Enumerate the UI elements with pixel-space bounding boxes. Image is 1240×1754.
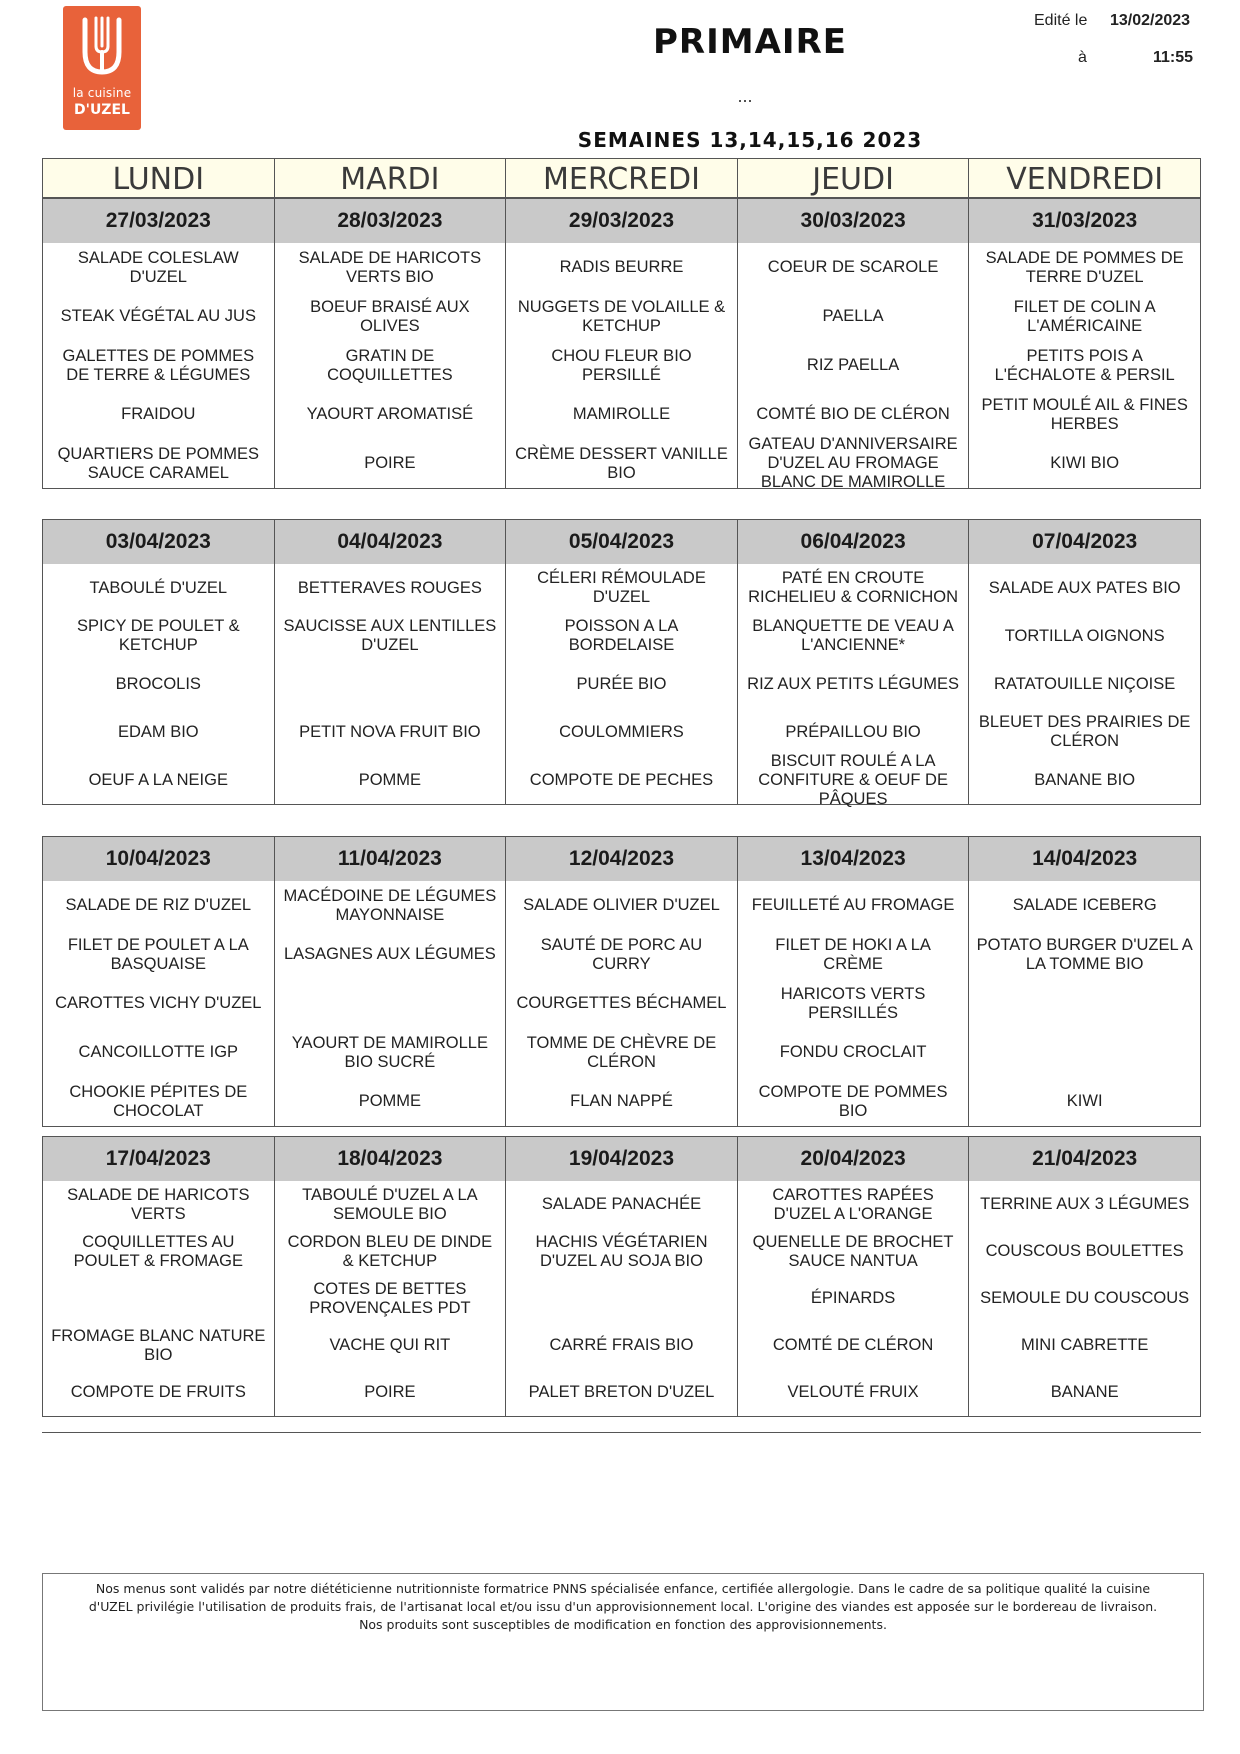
menu-item: POMME <box>358 770 422 789</box>
menu-item: BISCUIT ROULÉ A LA CONFITURE & OEUF DE PÂQUES <box>758 751 948 808</box>
day-menu-column <box>969 564 1200 804</box>
day-menu-column <box>506 564 738 804</box>
date-row <box>43 1137 1200 1181</box>
menu-item: SALADE COLESLAW D'UZEL <box>77 248 239 286</box>
footer-line: Nos menus sont validés par notre diététicienne nutritionniste formatrice PNNS spécialisée enfance, certifiée allergologie. Dans le cadre de sa politique qualité la cuisine <box>95 1581 1151 1596</box>
week-block <box>42 836 1201 1127</box>
menu-item: COURGETTES BÉCHAMEL <box>516 994 727 1012</box>
date-cell: 11/04/2023 <box>275 837 507 881</box>
menu-item: HARICOTS VERTS PERSILLÉS <box>780 984 926 1022</box>
date-cell: 13/04/2023 <box>738 837 970 881</box>
day-menu-column <box>43 243 275 488</box>
menu-item: TOMME DE CHÈVRE DE CLÉRON <box>526 1033 717 1071</box>
menu-item: FLAN NAPPÉ <box>570 1092 673 1110</box>
menu-item: TABOULÉ D'UZEL A LA SEMOULE BIO <box>302 1185 478 1223</box>
date-cell: 31/03/2023 <box>1032 209 1138 232</box>
date-cell: 06/04/2023 <box>738 520 970 564</box>
menu-columns <box>43 564 1200 808</box>
day-header-wednesday: MERCREDI <box>506 159 738 197</box>
day-menu-column <box>969 243 1200 488</box>
menu-item: SALADE PANACHÉE <box>541 1195 702 1213</box>
menu-item: POIRE <box>364 1383 416 1401</box>
menu-item: POIRE <box>364 454 416 472</box>
week-block <box>42 198 1201 489</box>
menu-item: ÉPINARDS <box>810 1289 896 1307</box>
menu-item: CORDON BLEU DE DINDE & KETCHUP <box>287 1232 493 1270</box>
menu-item: FEUILLETÉ AU FROMAGE <box>751 896 955 914</box>
menu-item: RATATOUILLE NIÇOISE <box>994 674 1176 693</box>
menu-item: QUARTIERS DE POMMES SAUCE CARAMEL <box>57 444 259 482</box>
menu-item: COMPOTE DE POMMES BIO <box>758 1082 948 1120</box>
menu-item: BROCOLIS <box>115 674 201 693</box>
page-title: PRIMAIRE <box>653 22 847 62</box>
date-cell: 04/04/2023 <box>275 520 507 564</box>
date-cell: 28/03/2023 <box>275 199 507 243</box>
day-menu-column <box>506 243 738 488</box>
menu-item: VELOUTÉ FRUIX <box>787 1383 919 1401</box>
date-cell: 14/04/2023 <box>1032 847 1138 870</box>
day-menu-column <box>275 243 507 488</box>
day-menu-column <box>506 1181 738 1416</box>
edited-label: Edité le <box>1034 12 1088 29</box>
menu-item: BETTERAVES ROUGES <box>297 578 482 597</box>
day-menu-column <box>275 1181 507 1416</box>
menu-item: FILET DE POULET A LA BASQUAISE <box>67 935 249 973</box>
menu-item: FONDU CROCLAIT <box>779 1043 927 1061</box>
menu-item: GALETTES DE POMMES DE TERRE & LÉGUMES <box>62 346 255 384</box>
footer-line: Nos produits sont susceptibles de modification en fonction des approvisionnements. <box>359 1617 887 1632</box>
menu-item <box>275 979 506 1028</box>
edited-time: 11:55 <box>1153 49 1194 66</box>
menu-item: CAROTTES VICHY D'UZEL <box>55 994 262 1012</box>
date-cell: 03/04/2023 <box>43 520 275 564</box>
menu-item: COQUILLETTES AU POULET & FROMAGE <box>73 1232 243 1270</box>
menu-item: COULOMMIERS <box>559 722 684 741</box>
menu-item: NUGGETS DE VOLAILLE & KETCHUP <box>517 297 726 335</box>
day-menu-column <box>43 881 275 1126</box>
date-row <box>43 837 1200 881</box>
menu-item: KIWI BIO <box>1050 454 1120 472</box>
date-cell: 12/04/2023 <box>506 837 738 881</box>
date-cell: 18/04/2023 <box>275 1137 507 1181</box>
menu-item: CHOOKIE PÉPITES DE CHOCOLAT <box>69 1082 248 1120</box>
menu-item: COMTÉ DE CLÉRON <box>772 1336 934 1354</box>
subtitle-dots: ... <box>737 86 753 106</box>
menu-item <box>969 1028 1200 1077</box>
table-bottom-rule <box>42 1432 1201 1433</box>
menu-item: FROMAGE BLANC NATURE BIO <box>51 1326 266 1364</box>
cuisine-duzel-logo <box>63 6 141 130</box>
menu-item: YAOURT AROMATISÉ <box>306 405 474 423</box>
day-menu-column <box>738 564 970 808</box>
menu-item: RIZ PAELLA <box>806 356 900 374</box>
menu-item: QUENELLE DE BROCHET SAUCE NANTUA <box>752 1232 954 1270</box>
day-menu-column <box>275 881 507 1126</box>
menu-item: POISSON A LA BORDELAISE <box>564 617 679 654</box>
menu-item: BANANE <box>1050 1383 1119 1401</box>
menu-item: COMTÉ BIO DE CLÉRON <box>756 405 950 423</box>
menu-item: CANCOILLOTTE IGP <box>78 1043 239 1061</box>
menu-item: COTES DE BETTES PROVENÇALES PDT <box>309 1279 471 1317</box>
menu-item <box>506 1275 737 1322</box>
menu-item: SEMOULE DU COUSCOUS <box>980 1289 1190 1307</box>
edited-date: 13/02/2023 <box>1110 12 1191 29</box>
day-menu-column <box>969 1181 1200 1416</box>
menu-item: COMPOTE DE FRUITS <box>70 1383 246 1401</box>
menu-item: SALADE ICEBERG <box>1012 896 1157 914</box>
menu-item: SALADE DE RIZ D'UZEL <box>65 896 252 914</box>
menu-item: GATEAU D'ANNIVERSAIRE D'UZEL AU FROMAGE BLANC DE MAMIROLLE <box>748 435 958 491</box>
menu-item: EDAM BIO <box>117 722 199 741</box>
day-menu-column <box>969 881 1200 1126</box>
menu-item: LASAGNES AUX LÉGUMES <box>283 945 496 963</box>
menu-item: TERRINE AUX 3 LÉGUMES <box>980 1195 1190 1213</box>
day-header-tuesday: MARDI <box>275 159 507 197</box>
weekday-header <box>42 158 1201 198</box>
menu-item: PETITS POIS A L'ÉCHALOTE & PERSIL <box>994 346 1175 384</box>
menu-item: BOEUF BRAISÉ AUX OLIVES <box>310 297 470 335</box>
date-cell: 19/04/2023 <box>506 1137 738 1181</box>
menu-item: PURÉE BIO <box>576 674 667 693</box>
logo-line-2: D'UZEL <box>74 102 130 118</box>
logo-line-1: la cuisine <box>72 86 132 100</box>
menu-item: MINI CABRETTE <box>1020 1336 1149 1354</box>
menu-item: SALADE DE HARICOTS VERTS BIO <box>298 248 482 286</box>
menu-item: FILET DE HOKI A LA CRÈME <box>775 935 931 973</box>
menu-columns <box>43 1181 1200 1416</box>
date-cell: 07/04/2023 <box>1032 530 1138 553</box>
menu-item: FILET DE COLIN A L'AMÉRICAINE <box>1013 297 1156 335</box>
day-header-thursday: JEUDI <box>738 159 970 197</box>
day-menu-column <box>43 1181 275 1416</box>
menu-item <box>43 1275 274 1322</box>
menu-item: YAOURT DE MAMIROLLE BIO SUCRÉ <box>291 1033 488 1071</box>
menu-item: OEUF A LA NEIGE <box>88 770 228 789</box>
edited-time-label: à <box>1078 49 1087 66</box>
menu-item: TABOULÉ D'UZEL <box>89 578 228 597</box>
menu-item: SPICY DE POULET & KETCHUP <box>76 617 240 654</box>
date-cell: 29/03/2023 <box>506 199 738 243</box>
menu-item: FRAIDOU <box>121 405 196 423</box>
menu-item: PRÉPAILLOU BIO <box>785 722 921 741</box>
menu-item: CAROTTES RAPÉES D'UZEL A L'ORANGE <box>772 1185 934 1223</box>
menu-item: SALADE DE HARICOTS VERTS <box>67 1185 250 1223</box>
menu-item: CARRÉ FRAIS BIO <box>549 1336 694 1354</box>
menu-item <box>275 660 506 708</box>
menu-item: SAUCISSE AUX LENTILLES D'UZEL <box>283 617 497 654</box>
menu-item: PATÉ EN CROUTE RICHELIEU & CORNICHON <box>748 569 959 606</box>
fork-u-icon <box>63 6 141 86</box>
menu-item: SAUTÉ DE PORC AU CURRY <box>540 935 703 973</box>
date-cell: 05/04/2023 <box>506 520 738 564</box>
day-menu-column <box>738 1181 970 1416</box>
menu-item: SALADE DE POMMES DE TERRE D'UZEL <box>985 248 1184 286</box>
menu-item: PETIT NOVA FRUIT BIO <box>299 722 481 741</box>
menu-item: SALADE OLIVIER D'UZEL <box>523 896 720 914</box>
menu-item: MACÉDOINE DE LÉGUMES MAYONNAISE <box>283 886 497 924</box>
menu-item: RIZ AUX PETITS LÉGUMES <box>747 674 959 693</box>
menu-item: BLEUET DES PRAIRIES DE CLÉRON <box>978 713 1191 750</box>
menu-item: COEUR DE SCAROLE <box>767 258 939 276</box>
menu-item: GRATIN DE COQUILLETTES <box>327 346 453 384</box>
date-row <box>43 520 1200 564</box>
menu-item: HACHIS VÉGÉTARIEN D'UZEL AU SOJA BIO <box>535 1232 708 1270</box>
day-header-monday: LUNDI <box>43 159 275 197</box>
menu-item: KIWI <box>1066 1092 1103 1110</box>
menu-item: RADIS BEURRE <box>559 258 684 276</box>
menu-item: POTATO BURGER D'UZEL A LA TOMME BIO <box>976 935 1193 973</box>
menu-item: BLANQUETTE DE VEAU A L'ANCIENNE* <box>752 617 954 654</box>
menu-item: PALET BRETON D'UZEL <box>528 1383 715 1401</box>
menu-item: CHOU FLEUR BIO PERSILLÉ <box>551 346 692 384</box>
menu-item <box>969 979 1200 1028</box>
day-menu-column <box>738 881 970 1126</box>
menu-item: CRÈME DESSERT VANILLE BIO <box>515 444 728 482</box>
menu-item: SALADE AUX PATES BIO <box>988 578 1181 597</box>
day-header-friday: VENDREDI <box>1006 162 1164 197</box>
date-cell: 17/04/2023 <box>43 1137 275 1181</box>
day-menu-column <box>506 881 738 1126</box>
menu-item: PAELLA <box>822 307 884 325</box>
menu-item: STEAK VÉGÉTAL AU JUS <box>60 307 256 325</box>
week-block <box>42 1136 1201 1417</box>
menu-item: VACHE QUI RIT <box>329 1336 451 1354</box>
date-row <box>43 199 1200 243</box>
menu-item: TORTILLA OIGNONS <box>1004 626 1165 645</box>
menu-columns <box>43 881 1200 1126</box>
date-cell: 27/03/2023 <box>43 199 275 243</box>
date-cell: 30/03/2023 <box>738 199 970 243</box>
menu-item: POMME <box>358 1092 422 1110</box>
menu-item: PETIT MOULÉ AIL & FINES HERBES <box>981 395 1188 433</box>
date-cell: 20/04/2023 <box>738 1137 970 1181</box>
week-block <box>42 519 1201 808</box>
menu-item: BANANE BIO <box>1034 770 1136 789</box>
day-menu-column <box>275 564 507 804</box>
date-cell: 21/04/2023 <box>1032 1147 1138 1170</box>
footer-note <box>42 1573 1204 1711</box>
date-cell: 10/04/2023 <box>43 837 275 881</box>
menu-item: COUSCOUS BOULETTES <box>985 1242 1184 1260</box>
day-menu-column <box>738 243 970 491</box>
day-menu-column <box>43 564 275 804</box>
weeks-label: SEMAINES 13,14,15,16 2023 <box>577 128 923 152</box>
menu-columns <box>43 243 1200 491</box>
footer-line: d'UZEL privilégie l'utilisation de produits frais, de l'artisanat local et/ou issu d'un approvisionnement local. L'origine des viandes est apposée sur le bordereau de livraison. <box>88 1599 1158 1614</box>
menu-item: CÉLERI RÉMOULADE D'UZEL <box>537 569 706 606</box>
menu-item: COMPOTE DE PECHES <box>529 770 714 789</box>
menu-item: MAMIROLLE <box>572 405 671 423</box>
